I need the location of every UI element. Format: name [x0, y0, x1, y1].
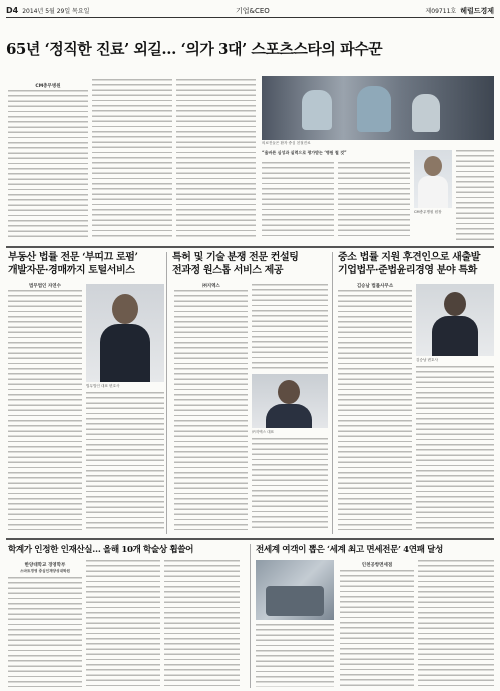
article-3-title: 중소 법률 지원 후견인으로 새출발 기업법무·준법윤리경영 분야 특화 — [338, 252, 480, 276]
article-1-title: 부동산 법률 전문 ‘부띠끄 로펌’ 개발자문·경매까지 토털서비스 — [8, 252, 138, 276]
page-header — [6, 4, 494, 18]
top-side-note — [456, 150, 494, 240]
article-2-title: 특허 및 기술 분쟁 전문 컨설팅 전과정 원스톱 서비스 제공 — [172, 252, 299, 276]
article-3-byline: 김승남 법률사무소 — [356, 284, 394, 289]
photo-caption: 의료진들은 환자 중심 친절진료 — [262, 141, 311, 145]
bottom-article-1-col2 — [86, 560, 160, 687]
column-rule-2 — [332, 252, 333, 534]
bottom-article-2-photo — [256, 560, 334, 620]
article-1-byline: 법무법인 자연수 — [29, 284, 61, 289]
article-2-col2-bottom — [252, 438, 328, 530]
bottom-article-2-title: 전세계 여객이 뽑은 ‘세계 최고 면세전문’ 4연패 달성 — [256, 545, 443, 555]
top-body-col1 — [8, 90, 88, 240]
top-byline: CM충무병원 — [35, 84, 61, 89]
article-2-col1 — [174, 290, 248, 530]
top-body-col3 — [176, 79, 256, 240]
section-name: 기업&CEO — [236, 6, 270, 15]
bottom-article-2-col1 — [256, 624, 334, 687]
column-rule-3 — [250, 544, 251, 688]
top-body-col4 — [262, 162, 334, 240]
bottom-article-1-sub: 스마트경영 중심인재양성대학원 — [20, 569, 70, 573]
article-1-caption: 법무법인 대표 변호사 — [86, 384, 120, 388]
article-3-caption: 김승남 변호사 — [416, 358, 438, 362]
issue-number: 제09711호 — [425, 8, 457, 15]
bottom-article-1-title: 학계가 인정한 인재산실… 올해 10개 학술상 휩쓸어 — [8, 545, 194, 555]
bottom-article-2-byline: 인천공항면세점 — [361, 563, 393, 568]
top-body-col5 — [338, 162, 410, 240]
article-3-col1 — [338, 290, 412, 530]
article-2-photo — [252, 374, 328, 428]
page-number: D4 — [6, 6, 19, 15]
article-1-col1 — [8, 290, 82, 530]
article-2-col2-top — [252, 284, 328, 370]
paper-name: 헤럴드경제 — [460, 6, 494, 15]
director-photo — [414, 150, 452, 208]
article-2-caption: ㈜지엑스 대표 — [252, 430, 275, 434]
divider-top — [6, 246, 494, 248]
article-2-byline: ㈜지엑스 — [202, 284, 220, 289]
top-headline: 65년 ‘정직한 진료’ 외길… ‘의가 3대’ 스포츠스타의 파수꾼 — [6, 40, 383, 58]
bottom-article-1-col3 — [164, 560, 240, 687]
divider-bottom — [6, 538, 494, 540]
pull-quote: “올바른 심성과 실력으로 평가받는 ‘병원 철 것” — [262, 150, 347, 155]
article-3-col2 — [416, 366, 494, 530]
article-3-photo — [416, 284, 494, 356]
issue-date: 2014년 5월 29일 목요일 — [22, 8, 90, 15]
surgery-photo — [262, 76, 494, 140]
director-caption: CM충무병원 원장 — [414, 210, 442, 214]
article-1-photo — [86, 284, 164, 382]
column-rule-1 — [166, 252, 167, 534]
bottom-article-1-byline: 한양대학교 경영학부 — [24, 563, 66, 568]
bottom-article-2-col2 — [340, 570, 414, 687]
article-1-col2 — [86, 392, 164, 530]
bottom-article-2-col3 — [418, 560, 494, 687]
bottom-article-1-col1 — [8, 577, 82, 687]
top-body-col2 — [92, 79, 172, 240]
